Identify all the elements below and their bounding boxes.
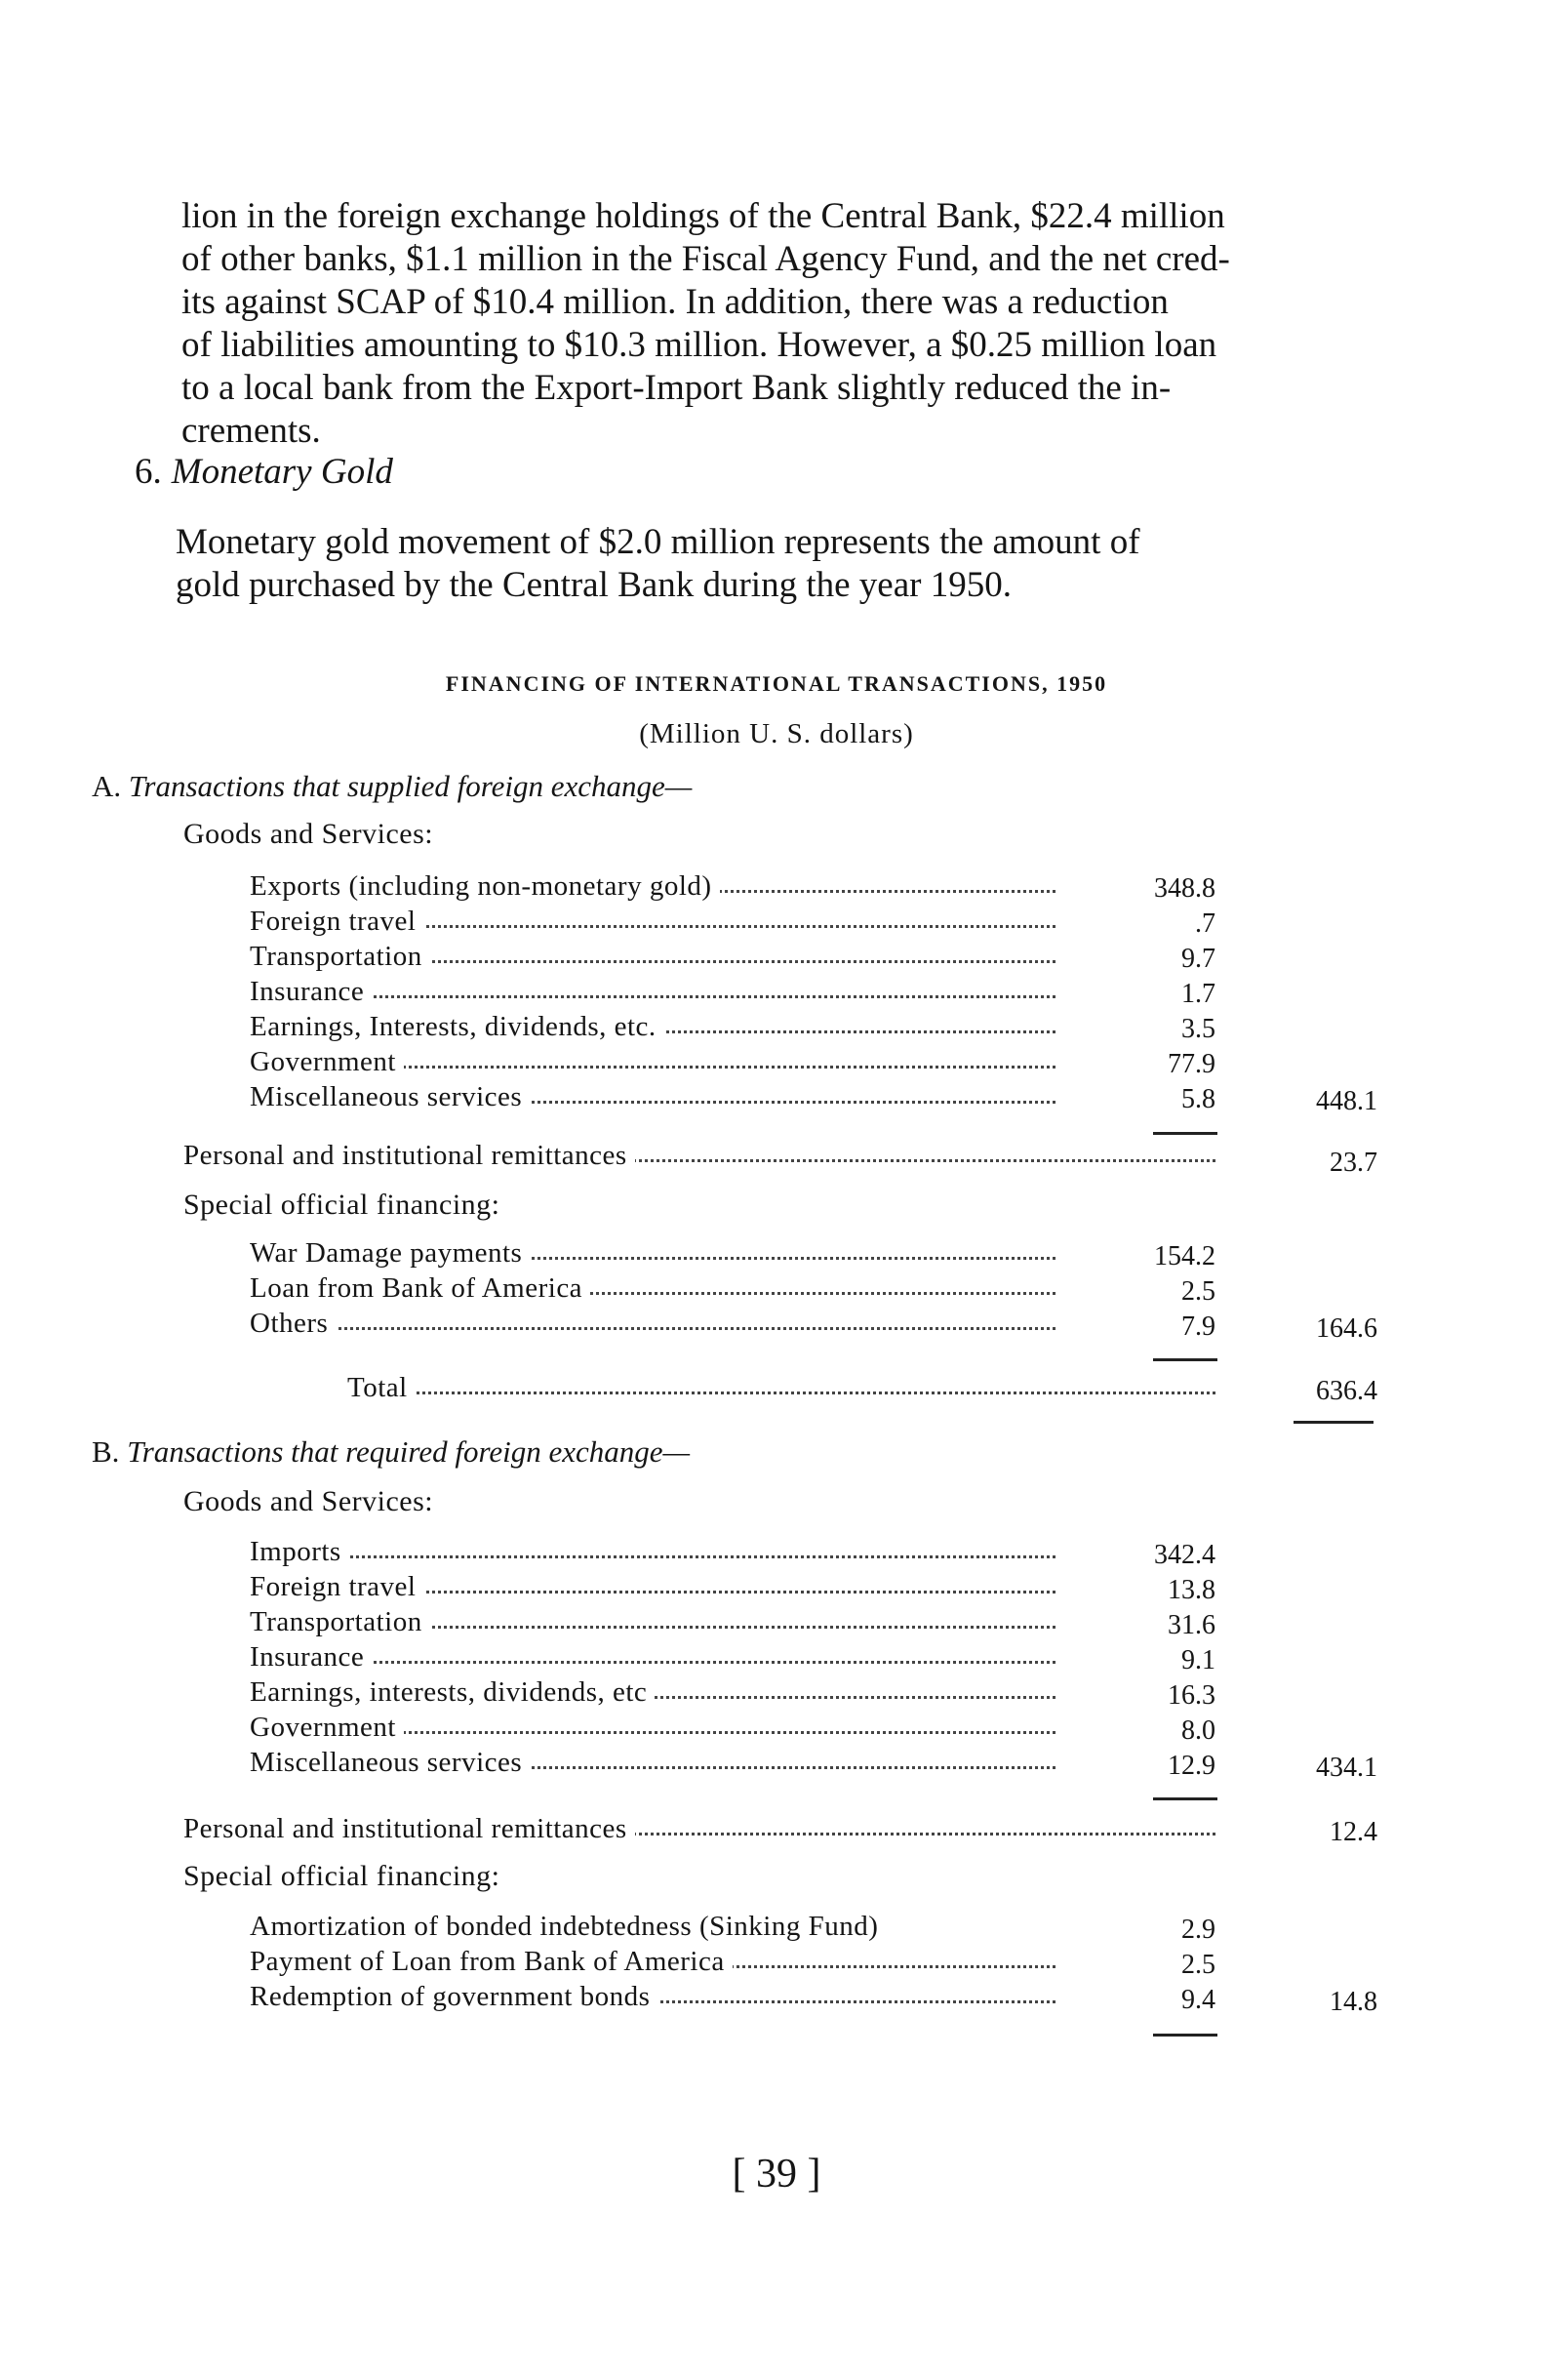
row-label: Government bbox=[250, 1710, 404, 1745]
section-letter: B. bbox=[92, 1434, 120, 1469]
goods-services-label: Goods and Services: bbox=[183, 818, 434, 850]
page-number: [ 39 ] bbox=[732, 2152, 821, 2197]
row-value: 8.0 bbox=[1181, 1715, 1215, 1746]
row-value: 3.5 bbox=[1181, 1014, 1215, 1044]
table-row bbox=[250, 1639, 1055, 1674]
row-value: 9.4 bbox=[1181, 1985, 1215, 2015]
row-label: Earnings, Interests, dividends, etc. bbox=[250, 1009, 664, 1044]
table-title: FINANCING OF INTERNATIONAL TRANSACTIONS, 1950 bbox=[445, 671, 1108, 696]
subtotal-rule bbox=[1153, 1358, 1217, 1361]
row-label: Foreign travel bbox=[250, 1569, 423, 1604]
table-row bbox=[250, 1710, 1055, 1745]
table-row bbox=[250, 1604, 1055, 1639]
row-label: Amortization of bonded indebtedness (Sinking Fund) bbox=[250, 1909, 886, 1944]
row-value: 12.9 bbox=[1168, 1751, 1215, 1781]
table-row bbox=[250, 1306, 1055, 1341]
row-value: 31.6 bbox=[1168, 1610, 1215, 1640]
row-label: Earnings, interests, dividends, etc bbox=[250, 1674, 655, 1710]
paragraph-line: of other banks, $1.1 million in the Fiscal Agency Fund, and the net cred- bbox=[181, 239, 1230, 279]
table-row bbox=[250, 1271, 1055, 1306]
row-value: 9.7 bbox=[1181, 944, 1215, 974]
row-value: 13.8 bbox=[1168, 1575, 1215, 1605]
section-number: 6. bbox=[135, 452, 162, 492]
paragraph-line: its against SCAP of $10.4 million. In addition, there was a reduction bbox=[181, 282, 1169, 322]
paragraph-line: crements. bbox=[181, 411, 321, 451]
row-label: Payment of Loan from Bank of America bbox=[250, 1944, 733, 1979]
row-total: 448.1 bbox=[1316, 1086, 1377, 1116]
table-row bbox=[250, 1534, 1055, 1569]
table-subtitle: (Million U. S. dollars) bbox=[639, 718, 914, 749]
row-label: Personal and institutional remittances bbox=[183, 1811, 635, 1846]
table-row bbox=[250, 1079, 1055, 1114]
grand-total: 636.4 bbox=[1316, 1376, 1377, 1406]
paragraph-line: gold purchased by the Central Bank during the year 1950. bbox=[176, 565, 1012, 605]
row-label: Insurance bbox=[250, 1639, 372, 1674]
row-label: Exports (including non-monetary gold) bbox=[250, 868, 720, 904]
row-total: 164.6 bbox=[1316, 1313, 1377, 1344]
table-row bbox=[250, 1044, 1055, 1079]
paragraph-line: of liabilities amounting to $10.3 million. However, a $0.25 million loan bbox=[181, 325, 1217, 365]
row-value: 77.9 bbox=[1168, 1049, 1215, 1079]
total-rule bbox=[1294, 1421, 1374, 1424]
section-letter: A. bbox=[92, 769, 122, 803]
section-title: Transactions that supplied foreign exchange— bbox=[128, 769, 693, 803]
section-paragraph bbox=[176, 521, 1381, 607]
row-value: 2.9 bbox=[1181, 1915, 1215, 1945]
row-label: Miscellaneous services bbox=[250, 1745, 530, 1780]
row-label: Loan from Bank of America bbox=[250, 1271, 590, 1306]
table-row bbox=[250, 1979, 1055, 2014]
paragraph-line: to a local bank from the Export-Import Bank slightly reduced the in- bbox=[181, 368, 1172, 408]
row-total: 14.8 bbox=[1330, 1987, 1377, 2017]
table-row bbox=[250, 1235, 1055, 1271]
row-label: Miscellaneous services bbox=[250, 1079, 530, 1114]
row-label: Personal and institutional remittances bbox=[183, 1138, 635, 1173]
intro-paragraph bbox=[181, 195, 1381, 453]
row-total: 434.1 bbox=[1316, 1753, 1377, 1783]
table-row bbox=[250, 1944, 1055, 1979]
table-row bbox=[250, 1009, 1055, 1044]
row-label: Government bbox=[250, 1044, 404, 1079]
section-b-heading bbox=[92, 1434, 690, 1470]
table-row bbox=[250, 1569, 1055, 1604]
section-title: Monetary Gold bbox=[171, 452, 393, 492]
row-value: .7 bbox=[1195, 908, 1215, 939]
table-row bbox=[250, 1909, 1055, 1944]
leader-dots bbox=[347, 1392, 1215, 1394]
row-label: Transportation bbox=[250, 939, 430, 974]
subtotal-rule bbox=[1153, 1132, 1217, 1135]
leader-dots bbox=[250, 1555, 1055, 1558]
section-a-heading bbox=[92, 769, 692, 804]
subtotal-rule bbox=[1153, 1797, 1217, 1800]
leader-dots bbox=[250, 1327, 1055, 1330]
row-label: Foreign travel bbox=[250, 904, 423, 939]
section-title: Transactions that required foreign exchange— bbox=[127, 1434, 691, 1469]
table-row bbox=[347, 1370, 1215, 1405]
special-financing-label: Special official financing: bbox=[183, 1860, 500, 1892]
row-value: 7.9 bbox=[1181, 1311, 1215, 1342]
special-financing-label: Special official financing: bbox=[183, 1189, 500, 1221]
table-row bbox=[250, 1674, 1055, 1710]
row-label: Total bbox=[347, 1370, 416, 1405]
table-row bbox=[250, 974, 1055, 1009]
row-value: 1.7 bbox=[1181, 979, 1215, 1009]
paragraph-line: lion in the foreign exchange holdings of the Central Bank, $22.4 million bbox=[181, 196, 1225, 236]
row-label: Redemption of government bonds bbox=[250, 1979, 657, 2014]
row-value: 9.1 bbox=[1181, 1645, 1215, 1675]
row-value: 348.8 bbox=[1154, 873, 1215, 904]
row-total: 23.7 bbox=[1330, 1148, 1377, 1178]
row-value: 2.5 bbox=[1181, 1276, 1215, 1307]
row-label: Others bbox=[250, 1306, 336, 1341]
table-row bbox=[250, 904, 1055, 939]
row-label: Insurance bbox=[250, 974, 372, 1009]
row-total: 12.4 bbox=[1330, 1817, 1377, 1847]
row-label: Imports bbox=[250, 1534, 349, 1569]
table-row bbox=[183, 1811, 1215, 1846]
paragraph-line: Monetary gold movement of $2.0 million represents the amount of bbox=[176, 522, 1140, 562]
row-value: 342.4 bbox=[1154, 1540, 1215, 1570]
table-row bbox=[250, 868, 1055, 904]
section-heading bbox=[135, 451, 393, 493]
row-value: 154.2 bbox=[1154, 1241, 1215, 1271]
table-row bbox=[250, 939, 1055, 974]
goods-services-label: Goods and Services: bbox=[183, 1485, 434, 1517]
table-row bbox=[250, 1745, 1055, 1780]
row-value: 2.5 bbox=[1181, 1950, 1215, 1980]
row-label: Transportation bbox=[250, 1604, 430, 1639]
row-value: 16.3 bbox=[1168, 1680, 1215, 1711]
table-row bbox=[183, 1138, 1215, 1173]
subtotal-rule bbox=[1153, 2034, 1217, 2037]
row-value: 5.8 bbox=[1181, 1084, 1215, 1114]
row-label: War Damage payments bbox=[250, 1235, 530, 1271]
